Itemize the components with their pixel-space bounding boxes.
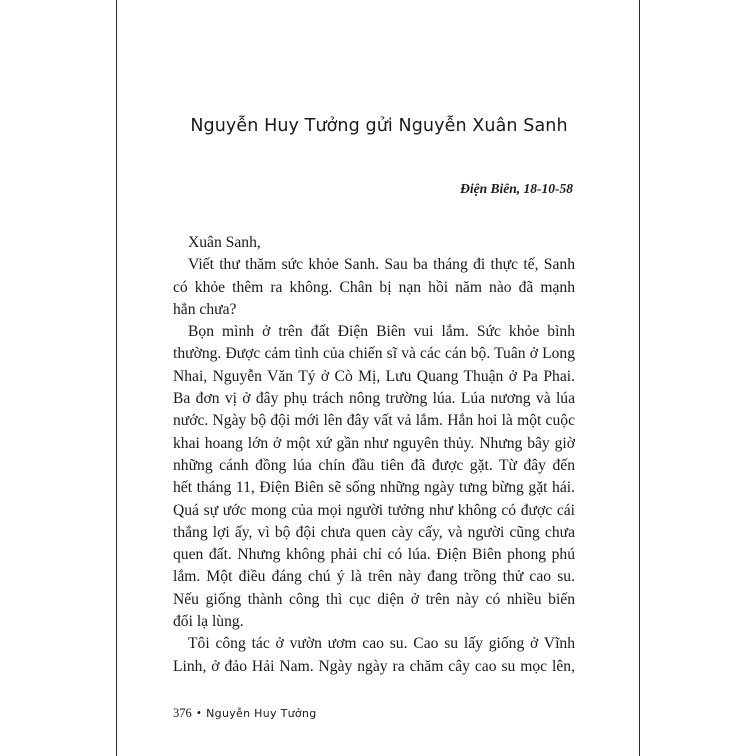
footer-author: Nguyễn Huy Tưởng [206, 707, 317, 720]
text-line: Tôi công tác ở vườn ươm cao su. Cao su lấy giống ở Vĩnh [188, 635, 575, 653]
page-number: 376 [173, 706, 192, 720]
text-line: quen đất. Nhưng không phải chỉ có lúa. Điện Biên phong phú [173, 546, 575, 564]
page-footer [173, 706, 317, 721]
text-line: khai hoang lớn ở một xứ gần như nguyên thủy. Nhưng bây giờ [173, 434, 575, 452]
text-line: hết tháng 11, Điện Biên sẽ sống những ngày tưng bừng gặt hái. [173, 479, 575, 497]
text-line: Linh, ở đảo Hải Nam. Ngày ngày ra chăm cây cao su mọc lên, [173, 657, 575, 675]
text-line: thắng lợi ấy, vì bộ đội chưa quen cày cấy, và người cũng chưa [173, 523, 575, 541]
letter-body [173, 232, 575, 678]
salutation-line: Xuân Sanh, [188, 234, 261, 251]
text-line: Bọn mình ở trên đất Điện Biên vui lắm. Sức khỏe bình [188, 323, 575, 341]
text-line: hẳn chưa? [173, 300, 237, 318]
text-line: nước. Ngày bộ đội mới lên đây vất vả lắm. Hắn hoi là một cuộc [173, 412, 575, 430]
letter-dateline: Điện Biên, 18-10-58 [460, 181, 573, 196]
text-line: Ba đơn vị ở đây phụ trách nông trường lúa. Lúa nương và lúa [173, 390, 575, 408]
text-line: Viết thư thăm sức khỏe Sanh. Sau ba tháng đi thực tế, Sanh [188, 256, 575, 274]
text-line: lắm. Một điều đáng chú ý là trên này đang trồng thử cao su. [173, 568, 575, 586]
text-line: Nhai, Nguyễn Văn Tý ở Cò Mị, Lưu Quang Thuận ở Pa Phai. [173, 367, 575, 385]
text-line: đổi lạ lùng. [173, 613, 244, 631]
letter-title: Nguyễn Huy Tưởng gửi Nguyễn Xuân Sanh [190, 116, 568, 136]
text-line: thường. Được cảm tình của chiến sĩ và các cán bộ. Tuân ở Long [173, 345, 575, 363]
text-line: những cánh đồng lúa chín đầu tiên đã được gặt. Từ đây đến [173, 456, 575, 474]
text-line: có khỏe thêm ra không. Chân bị nạn hồi năm nào đã mạnh [173, 278, 575, 296]
text-line: Nếu giống thành công thì cục diện ở trên này có nhiều biến [173, 590, 575, 608]
text-line: Quá sự ước mong của mọi người tưởng như không có được cái [173, 501, 575, 519]
book-page [116, 0, 640, 756]
footer-separator: • [196, 706, 202, 720]
